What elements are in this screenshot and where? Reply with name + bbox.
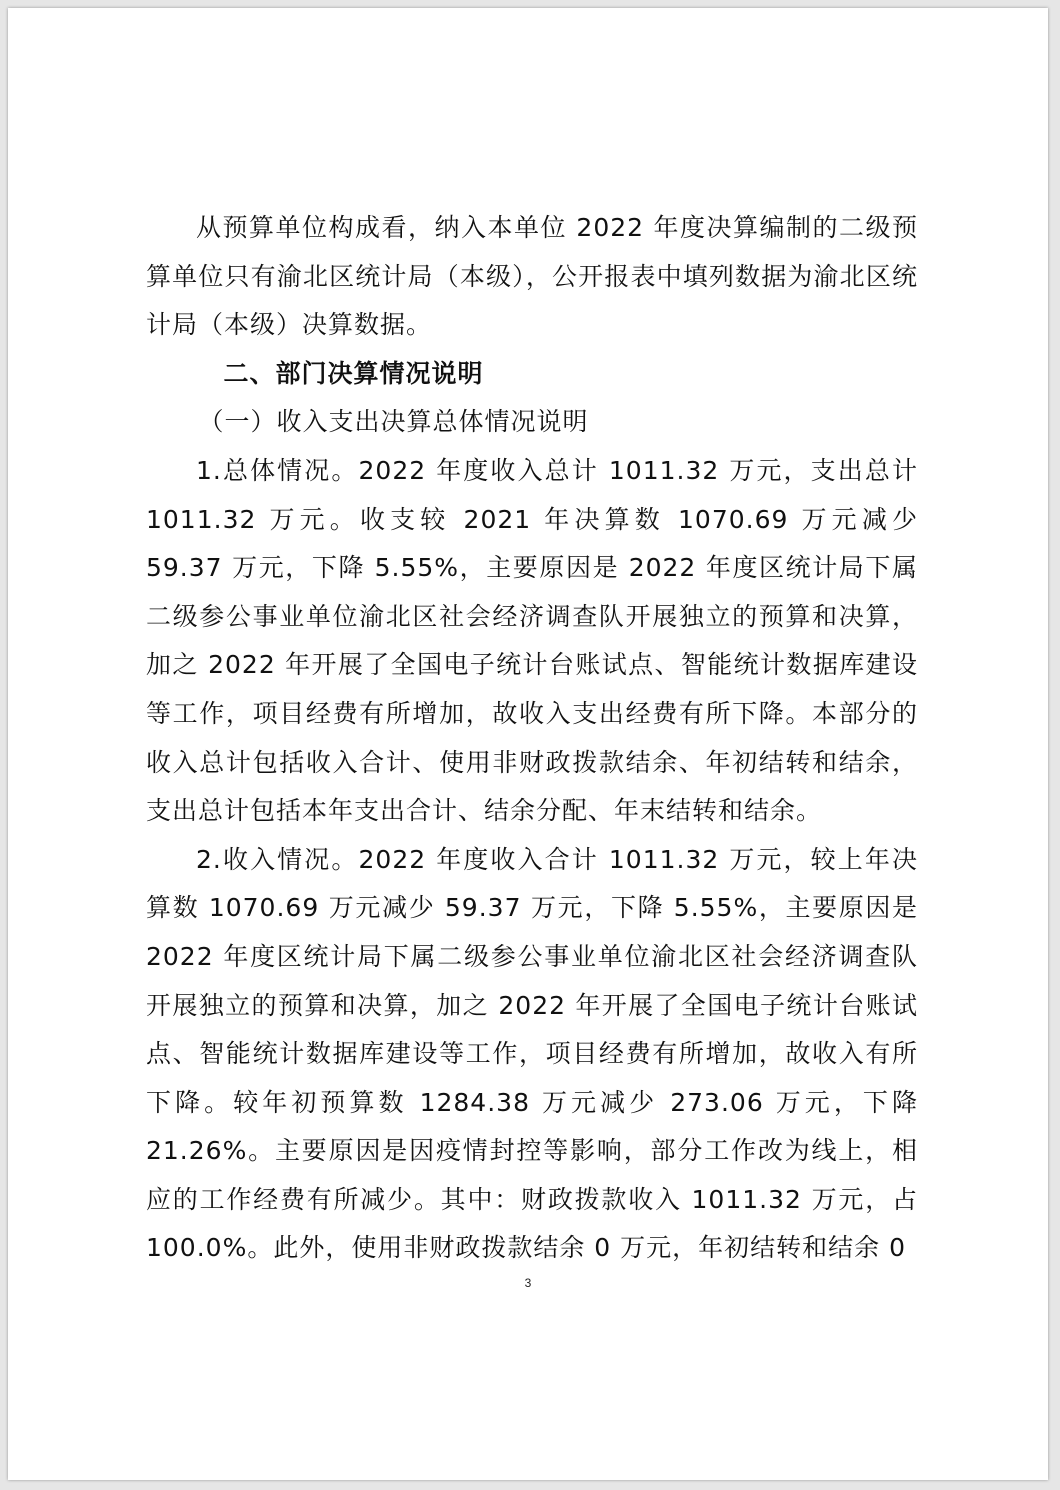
section-heading: 二、部门决算情况说明 <box>223 358 484 388</box>
paragraph-income-situation: 2.收入情况。2022 年度收入合计 1011.32 万元，较上年决算数 1070.69 万元减少 59.37 万元，下降 5.55%，主要原因是 2022 年度区统计局下属二级参公事业单位渝北区社会经济调查队开展独立的预算和决算，加之 2022 年开展了全国电子统计台账试点、智能统计数据库建设等工作，项目经费有所增加，故收入有所下降。较年初预算数 1284.38 万元减少 273.06 万元，下降 21.26%。主要原因是因疫情封控等影响，部分工作改为线上，相应的工作经费有所减少。其中：财政拨款收入 1011.32 万元，占 100.0%。此外，使用非财政拨款结余 0 万元，年初结转和结余 0 <box>146 844 918 1263</box>
paragraph-overall-situation: 1.总体情况。2022 年度收入总计 1011.32 万元，支出总计 1011.32 万元。收支较 2021 年决算数 1070.69 万元减少 59.37 万元，下降 5.55%，主要原因是 2022 年度区统计局下属二级参公事业单位渝北区社会经济调查队开展独立的预算和决算，加之 2022 年开展了全国电子统计台账试点、智能统计数据库建设等工作，项目经费有所增加，故收入支出经费有所下降。本部分的收入总计包括收入合计、使用非财政拨款结余、年初结转和结余，支出总计包括本年支出合计、结余分配、年末结转和结余。 <box>146 455 918 826</box>
document-body <box>146 204 918 1273</box>
subsection-heading: （一）收入支出决算总体情况说明 <box>198 407 589 437</box>
paragraph-budget-units: 从预算单位构成看，纳入本单位 2022 年度决算编制的二级预算单位只有渝北区统计局（本级），公开报表中填列数据为渝北区统计局（本级）决算数据。 <box>146 213 918 340</box>
page-number: 3 <box>524 1276 532 1290</box>
document-page <box>8 8 1048 1480</box>
